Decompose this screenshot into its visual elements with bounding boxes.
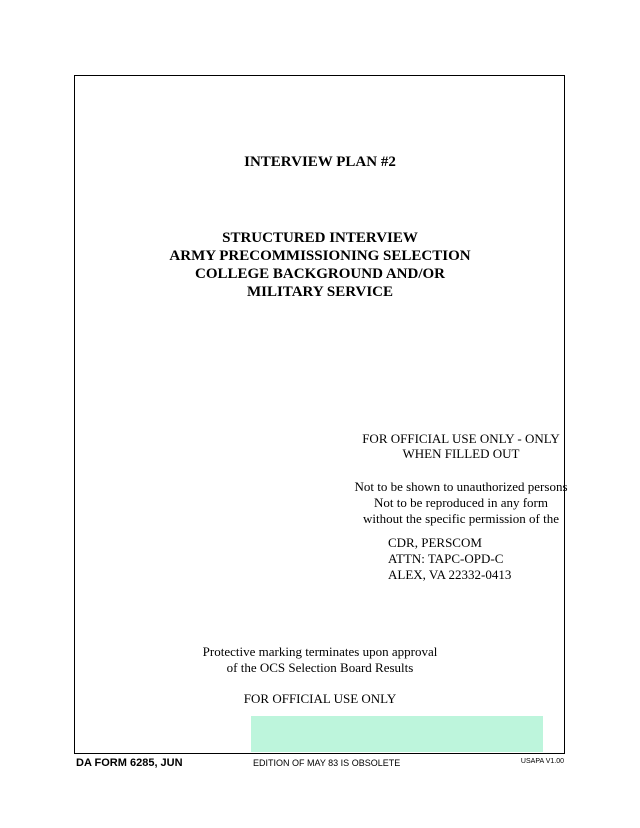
footer-official-use: FOR OFFICIAL USE ONLY	[243, 691, 397, 706]
perscom-address	[388, 535, 511, 583]
official-use-line: FOR OFFICIAL USE ONLY - ONLY	[362, 431, 560, 446]
marking-line: of the OCS Selection Board Results	[226, 660, 414, 675]
form-number: DA FORM 6285, JUN	[76, 757, 183, 769]
notice-line: Not to be shown to unauthorized persons	[354, 479, 568, 494]
plan-title: INTERVIEW PLAN #2	[244, 154, 396, 170]
address-line: ALEX, VA 22332-0413	[388, 567, 512, 582]
title-line: MILITARY SERVICE	[246, 284, 394, 300]
notice-line: without the specific permission of the	[362, 511, 560, 526]
official-use-notice	[330, 431, 592, 461]
title-line: ARMY PRECOMMISSIONING SELECTION	[169, 248, 471, 264]
distribution-notice	[330, 479, 592, 527]
interview-title	[0, 229, 640, 301]
notice-line: Not to be reproduced in any form	[373, 495, 548, 510]
marking-line: Protective marking terminates upon approval	[202, 644, 438, 659]
address-line: ATTN: TAPC-OPD-C	[388, 551, 504, 566]
protective-marking-note	[0, 644, 640, 676]
address-line: CDR, PERSCOM	[388, 535, 482, 550]
title-line: STRUCTURED INTERVIEW	[222, 230, 418, 246]
highlighted-field	[251, 716, 543, 752]
edition-note: EDITION OF MAY 83 IS OBSOLETE	[253, 758, 401, 768]
title-line: COLLEGE BACKGROUND AND/OR	[194, 266, 446, 282]
official-use-line: WHEN FILLED OUT	[402, 446, 520, 461]
version-label: USAPA V1.00	[520, 758, 564, 765]
